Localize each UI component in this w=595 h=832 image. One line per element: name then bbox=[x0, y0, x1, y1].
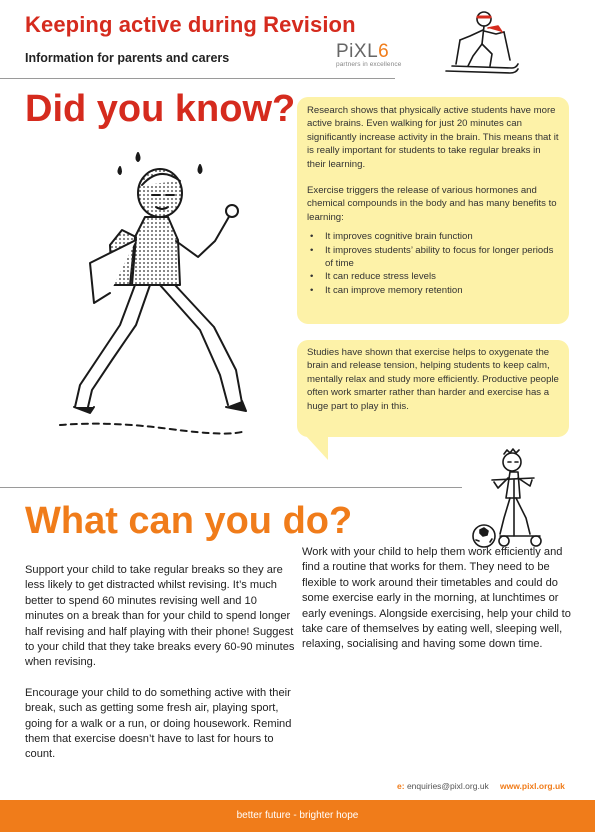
research-paragraph: Research shows that physically active students have more active brains. Even walking for just 20 minutes can significantly increase activity in the brain. This means that it is really important for students to take regular breaks in their learning. bbox=[307, 105, 559, 170]
page-title: Keeping active during Revision bbox=[25, 12, 356, 37]
what-can-you-do-heading: What can you do? bbox=[25, 500, 353, 542]
active-break-paragraph: Encourage your child to do something active with their break, such as getting some fresh air, playing sport, going for a walk or a run, or doing housework. Remind them that exercise doesn’t have to last for hours to count. bbox=[25, 686, 292, 761]
studies-paragraph: Studies have shown that exercise helps to oxygenate the brain and release tension, helping students to keep calm, mentally relax and study more efficiently. Productive people often work smarter rather than harder and exercise has a huge part to play in this. bbox=[307, 347, 559, 412]
routine-paragraph: Work with your child to help them work efficiently and find a routine that works for them. They need to be flexible to work around their timetables and could do some exercise early in the morning, at lunchtimes or early evenings. Alongside exercising, help your child to take care of themselves by eating well, sleeping well, relaxing, socialising and having some down time. bbox=[302, 546, 571, 651]
pixl-logo bbox=[336, 41, 406, 75]
page-subtitle: Information for parents and carers bbox=[25, 51, 230, 65]
running-student-illustration bbox=[50, 145, 250, 465]
list-item: • It can reduce stress levels bbox=[307, 270, 559, 283]
section-divider bbox=[0, 487, 462, 488]
logo-digit: 6 bbox=[378, 41, 390, 62]
contact-email[interactable] bbox=[397, 781, 489, 791]
left-column bbox=[25, 563, 295, 763]
logo-tagline: partners in excellence bbox=[336, 61, 402, 68]
list-item: • It improves students’ ability to focus for longer periods of time bbox=[307, 244, 559, 271]
email-label: e: bbox=[397, 781, 405, 791]
speech-bubble-tail bbox=[306, 436, 332, 462]
breaks-paragraph: Support your child to take regular breaks so they are less likely to get distracted whilst revising. It’s much better to spend 60 minutes revising well and 10 minutes on a break than for your child to spend longer half revising and half playing with their phone! Suggest to your child that they take breaks every 60-90 minutes when revising. bbox=[25, 564, 295, 669]
did-you-know-info-bubble bbox=[297, 97, 569, 324]
list-item: • It can improve memory retention bbox=[307, 284, 559, 297]
header-divider bbox=[0, 78, 395, 79]
footer-slogan: better future - brighter hope bbox=[236, 810, 359, 821]
list-item: • It improves cognitive brain function bbox=[307, 230, 559, 243]
skier-illustration bbox=[440, 6, 522, 78]
right-column bbox=[302, 545, 572, 653]
benefits-list bbox=[307, 230, 559, 297]
email-address[interactable]: enquiries@pixl.org.uk bbox=[406, 781, 489, 791]
did-you-know-heading: Did you know? bbox=[25, 88, 296, 130]
scooter-rider-illustration bbox=[470, 448, 560, 553]
logo-name: PiXL bbox=[336, 41, 379, 62]
footer-bar bbox=[0, 800, 595, 832]
website-link[interactable]: www.pixl.org.uk bbox=[500, 781, 565, 791]
exercise-paragraph: Exercise triggers the release of various hormones and chemical compounds in the body and has many benefits to learning: bbox=[307, 185, 557, 223]
studies-info-bubble bbox=[297, 340, 569, 437]
